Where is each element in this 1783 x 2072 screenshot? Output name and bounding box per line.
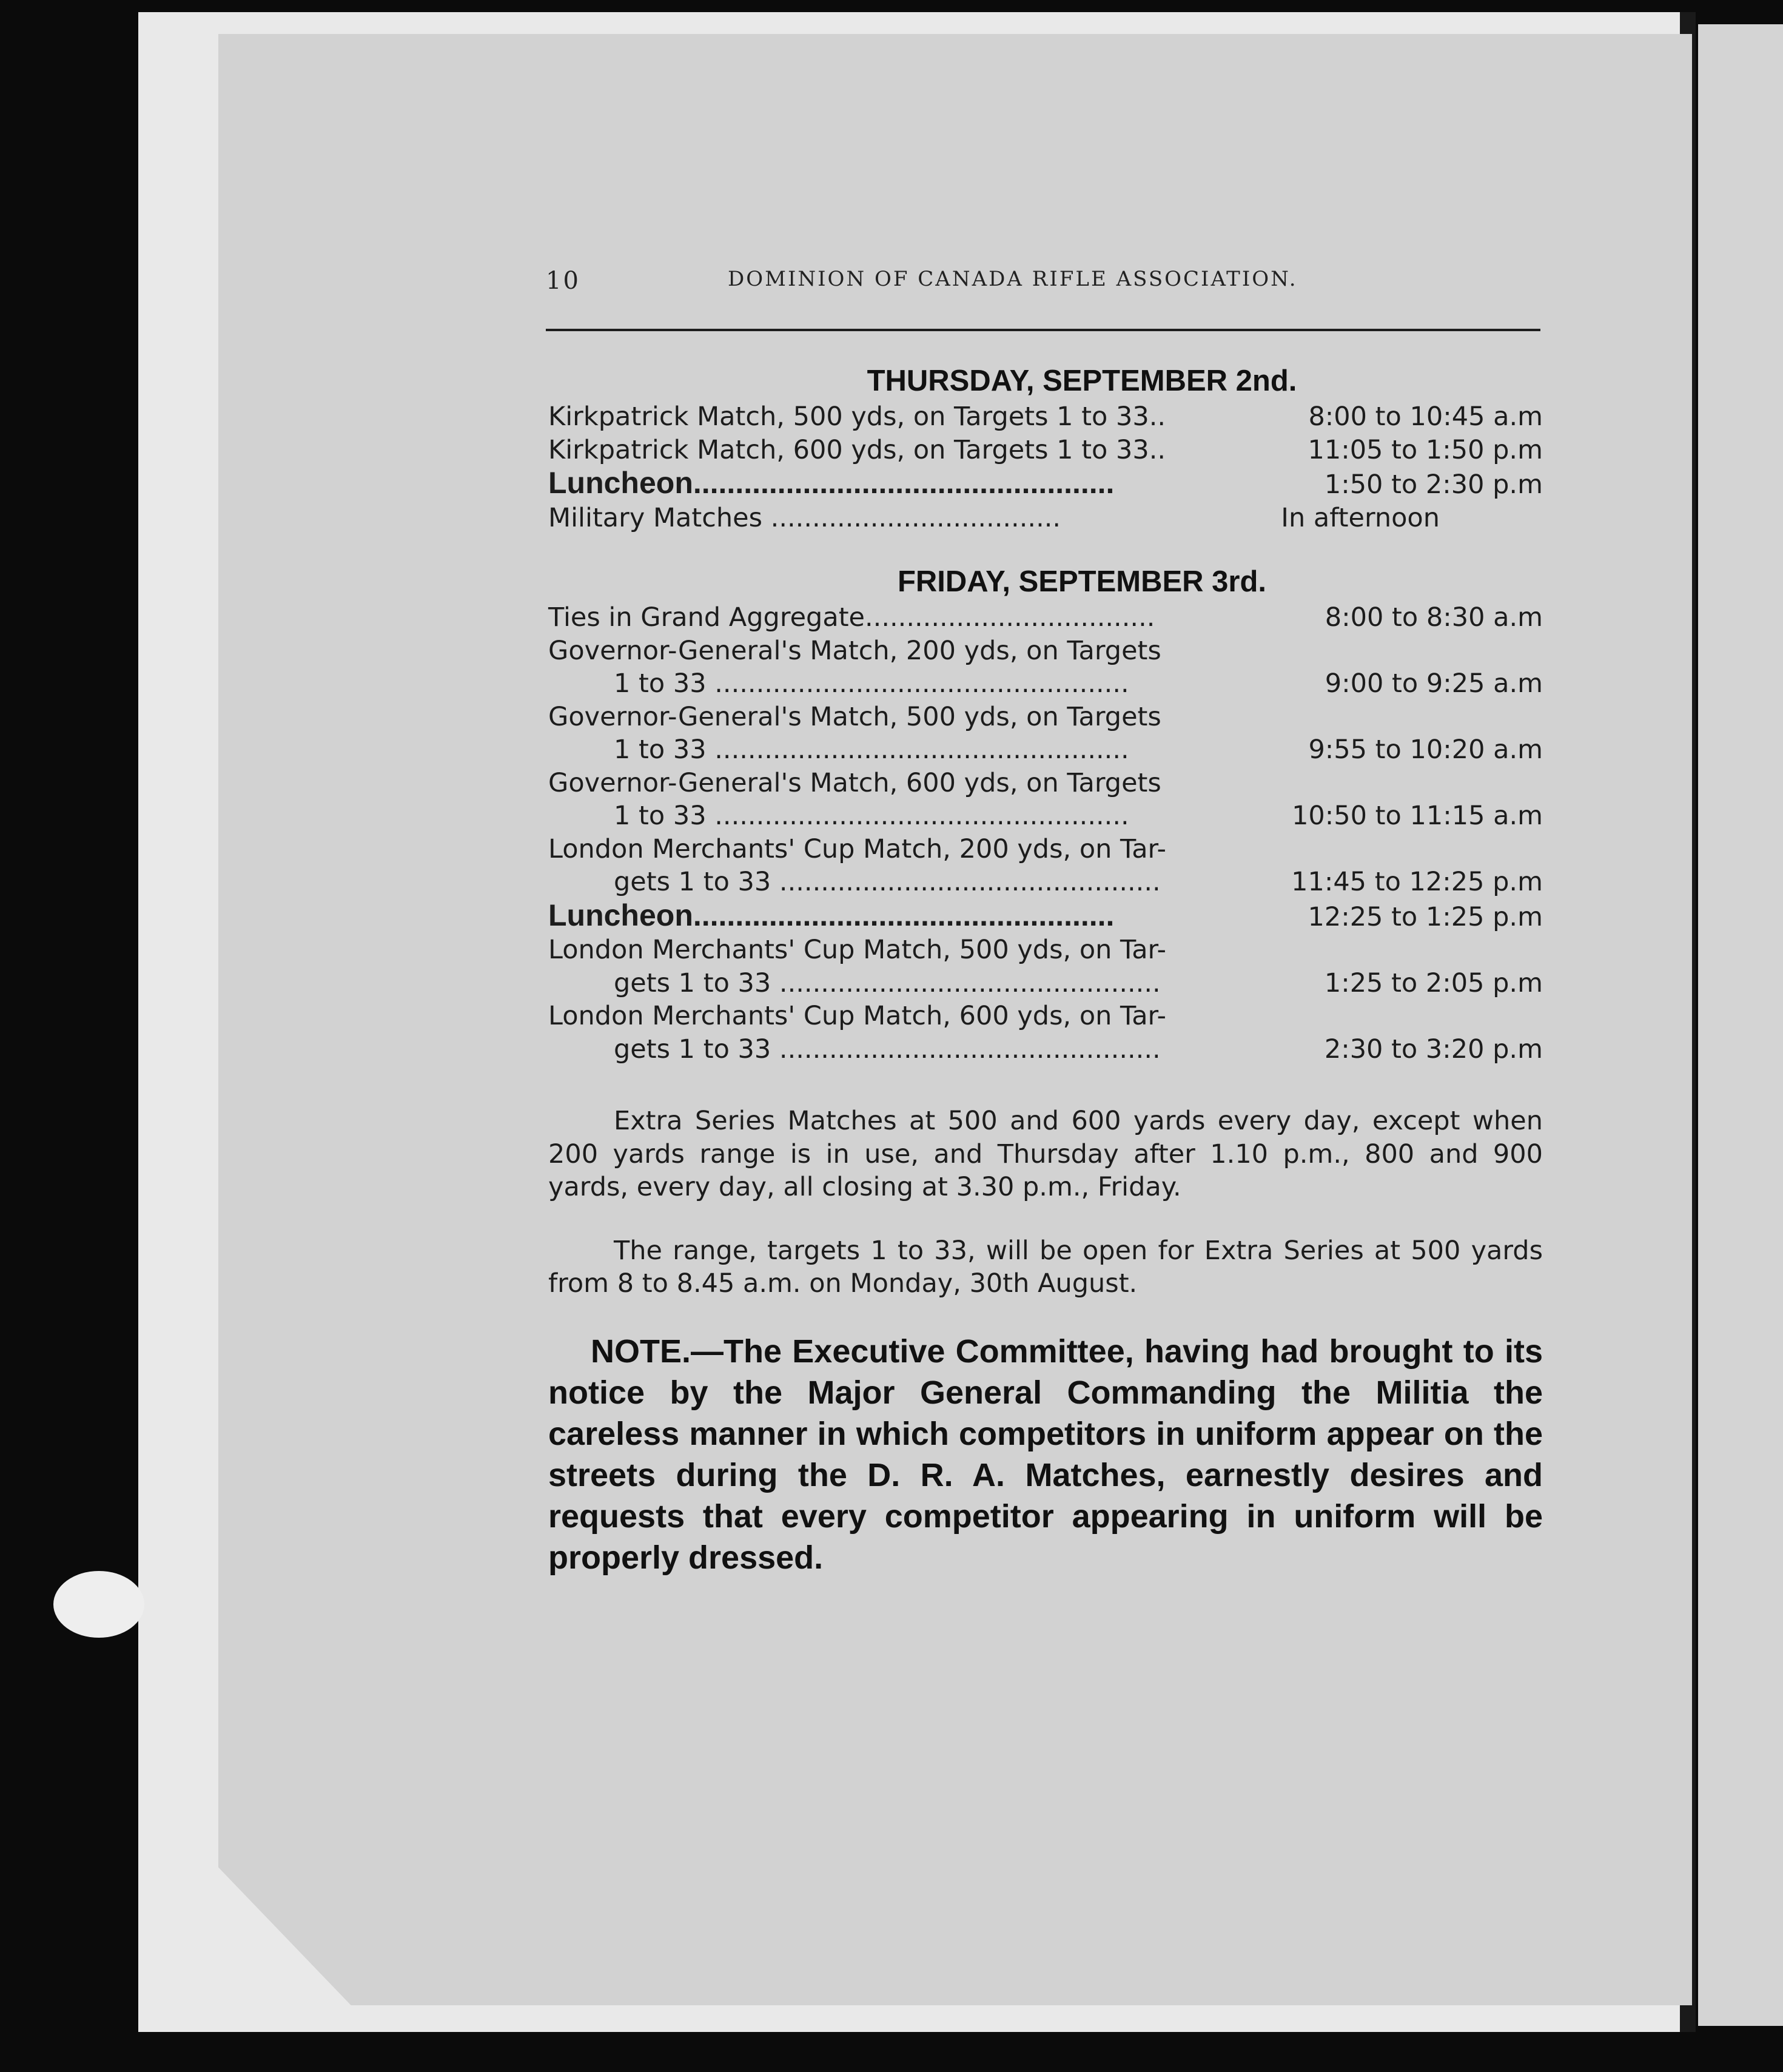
schedule-time: 1:50 to 2:30 p.m xyxy=(1324,469,1543,500)
schedule-entry: Governor-General's Match, 200 yds, on Targets xyxy=(548,635,1161,666)
schedule-line xyxy=(548,400,1543,434)
schedule-line xyxy=(548,833,1543,866)
schedule-time: 1:25 to 2:05 p.m xyxy=(1324,967,1543,998)
schedule-line xyxy=(548,667,1543,701)
schedule-line xyxy=(548,466,1543,502)
schedule-line xyxy=(548,1033,1543,1066)
schedule-time: 9:55 to 10:20 a.m xyxy=(1308,735,1543,765)
schedule-line xyxy=(548,1000,1543,1033)
schedule-line xyxy=(548,933,1543,967)
schedule-time: 2:30 to 3:20 p.m xyxy=(1324,1034,1543,1065)
schedule-line xyxy=(548,701,1543,734)
schedule-entry: London Merchants' Cup Match, 200 yds, on Tar- xyxy=(548,833,1167,864)
range-open-paragraph: The range, targets 1 to 33, will be open for Extra Series at 500 yards from 8 to 8.45 a.m. on Monday, 30th August. xyxy=(548,1235,1543,1299)
schedule-time: 12:25 to 1:25 p.m xyxy=(1308,901,1543,932)
schedule-entry: gets 1 to 33 .............................................. xyxy=(614,1034,1161,1065)
schedule-line xyxy=(548,866,1543,899)
schedule-time: 9:00 to 9:25 a.m xyxy=(1325,668,1543,699)
schedule-entry: Military Matches ................................... xyxy=(548,502,1061,533)
schedule-time: 11:45 to 12:25 p.m xyxy=(1291,867,1543,897)
schedule-line xyxy=(548,967,1543,1000)
schedule-line xyxy=(548,799,1543,833)
schedule-time: In afternoon xyxy=(1281,502,1440,533)
schedule-time: 11:05 to 1:50 p.m xyxy=(1308,434,1543,465)
header-rule xyxy=(546,329,1540,331)
thursday-heading: THURSDAY, SEPTEMBER 2nd. xyxy=(867,365,1297,397)
schedule-line xyxy=(548,434,1543,467)
schedule-entry: London Merchants' Cup Match, 500 yds, on Tar- xyxy=(548,935,1167,965)
schedule-entry: 1 to 33 .................................................. xyxy=(614,735,1129,765)
schedule-entry: Kirkpatrick Match, 600 yds, on Targets 1 to 33.. xyxy=(548,434,1166,465)
schedule-time: 10:50 to 11:15 a.m xyxy=(1292,801,1543,831)
schedule-line xyxy=(548,634,1543,668)
page-number: 10 xyxy=(546,267,580,295)
schedule-entry: 1 to 33 .................................................. xyxy=(614,801,1129,831)
running-head: DOMINION OF CANADA RIFLE ASSOCIATION. xyxy=(728,267,1298,291)
extra-series-paragraph: Extra Series Matches at 500 and 600 yards every day, except when 200 yards range is in use, and Thursday after 1.10 p.m., 800 and 900 yards, every day, all closing at 3.30 p.m., Friday. xyxy=(548,1106,1543,1202)
executive-committee-note: NOTE.—The Executive Committee, having had brought to its notice by the Major General Commanding the Militia the careless manner in which competitors in uniform appear on the streets during the D. R. A. Matches, earnestly desires and requests that every competitor appearing in uniform will be properly dressed. xyxy=(548,1333,1543,1576)
schedule-line xyxy=(548,502,1543,535)
schedule-entry: London Merchants' Cup Match, 600 yds, on Tar- xyxy=(548,1001,1167,1031)
schedule-entry: Kirkpatrick Match, 500 yds, on Targets 1 to 33.. xyxy=(548,402,1166,432)
schedule-line xyxy=(548,899,1543,934)
schedule-line xyxy=(548,767,1543,800)
scan-blemish xyxy=(53,1571,144,1638)
schedule-line xyxy=(548,733,1543,767)
schedule-time: 8:00 to 10:45 a.m xyxy=(1308,402,1543,432)
schedule-entry: Governor-General's Match, 600 yds, on Targets xyxy=(548,767,1161,798)
friday-heading: FRIDAY, SEPTEMBER 3rd. xyxy=(897,565,1267,598)
schedule-entry: Luncheon.................................................. xyxy=(548,466,1115,500)
schedule-entry: Governor-General's Match, 500 yds, on Targets xyxy=(548,701,1161,732)
schedule-time: 8:00 to 8:30 a.m xyxy=(1325,602,1543,633)
schedule-entry: Luncheon.................................................. xyxy=(548,898,1115,932)
schedule-line xyxy=(548,601,1543,634)
schedule-entry: Ties in Grand Aggregate................................... xyxy=(548,602,1155,633)
schedule-entry: 1 to 33 .................................................. xyxy=(614,668,1129,699)
schedule-entry: gets 1 to 33 .............................................. xyxy=(614,867,1161,897)
schedule-entry: gets 1 to 33 .............................................. xyxy=(614,967,1161,998)
page-content xyxy=(548,364,1543,1578)
facing-page-edge xyxy=(1698,24,1783,2026)
